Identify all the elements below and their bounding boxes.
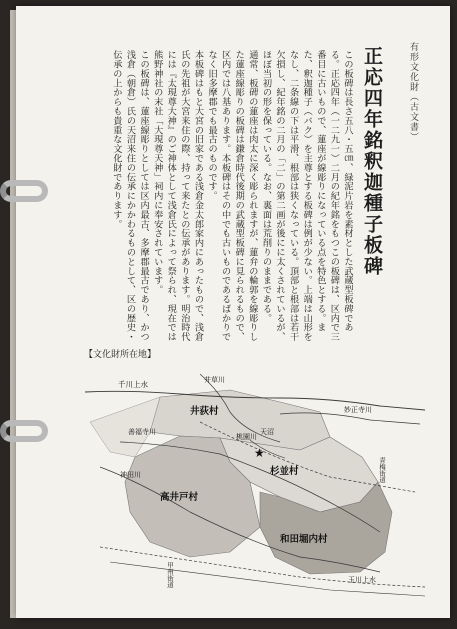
label-takaido: 高井戸村	[160, 492, 199, 503]
binder-ring-bottom	[0, 420, 48, 442]
label-tamagawa: 玉川上水	[348, 576, 376, 584]
location-map	[80, 362, 430, 602]
body-paragraph-1: この板碑は長さ五八・五㎝、緑泥片岩を素材とした武蔵型板碑である。正応四年（一二九一）二月の紀年銘をもつこの板碑は、区内で三番目に古いもので、蓮座が線彫りになっている点を特色とする。また、釈迦種子（バク）を主尊とする板碑は例が少ない。上端は山形をなし、二条線の下は平滑、根部は狭くなっている。頂部と根部は若干欠損し、紀年銘の二月の「二」の第二画が後にに太くされているが、ほぼ当初の形を保っている。なお、裏面は荒削りのままである。	[260, 50, 353, 342]
tamagawa-line	[110, 562, 425, 596]
label-oume: 青梅街道	[378, 457, 386, 483]
body-paragraph-2: 通常、板碑の蓮座は肉太に深く彫られますが、蓮弁の輪郭を線彫りした蓮座線彫りの板碑は鎌倉時代後期の武蔵型板碑に見られるもので、区内では八基あります。本板碑はその中でも古いものであるばかりでなく旧多摩郡でも最古のものです。	[206, 50, 258, 342]
label-kandagawa: 神田川	[120, 471, 141, 479]
label-wadabori: 和田堀内村	[280, 534, 328, 545]
label-momozono: 桃園川	[236, 433, 257, 441]
document-title: 正応四年銘釈迦種子板碑	[361, 46, 383, 277]
label-koshu: 甲州街道	[166, 562, 174, 588]
map-region-northwest	[90, 397, 160, 457]
sub-category-text: （古文書）	[408, 92, 418, 142]
label-igusa-river: 井草川	[204, 376, 225, 384]
label-zenpukuji: 善福寺川	[128, 428, 156, 436]
category-label	[407, 42, 420, 142]
binder-ring-top	[0, 180, 48, 202]
label-igusa-village: 井荻村	[190, 406, 219, 417]
label-suginami: 杉並村	[270, 466, 299, 477]
map-svg	[80, 362, 430, 602]
body-text	[84, 50, 354, 350]
label-tenmon: 天沼	[260, 428, 274, 436]
label-senkawa: 千川上水	[118, 380, 148, 389]
label-myoshoji: 妙正寺川	[344, 406, 372, 414]
map-caption: 【文化財所在地】	[84, 350, 157, 360]
body-paragraph-4: この板碑は、蓮座線彫りとしては区内最古、多摩郡最古であり、かつ浅倉（朝倉）氏の天沼来住の伝承にかかわるものとして、区の歴史・伝承の上からも貴重な文化財であります。	[110, 50, 150, 342]
site-star-icon: ★	[254, 446, 265, 460]
category-text: 有形文化財	[408, 42, 418, 92]
body-paragraph-3: 本板碑はもと大宮の旧家である浅倉金太郎家内にあったもので、浅倉氏の先祖が大宮来住の際、持って来たとの伝承があります。明治時代には『太現尊大神』のご神体として浅倉氏によって祭られ、現在では熊野神社の末社「大現尊天神」祠内に奉安されています。	[151, 50, 204, 342]
